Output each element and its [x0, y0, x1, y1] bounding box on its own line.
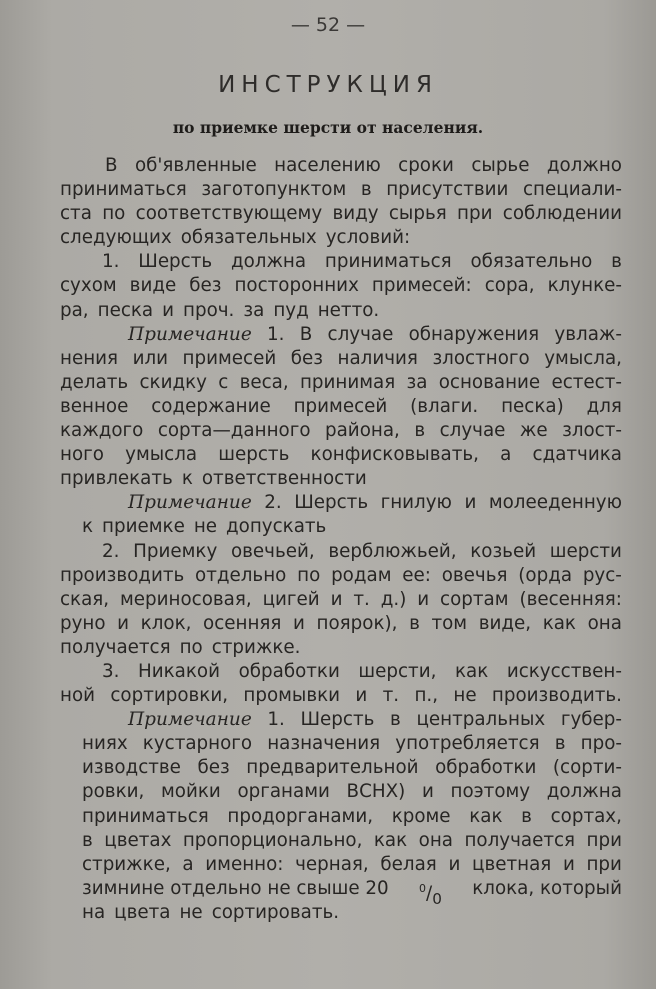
percent-sup: 0 [419, 881, 427, 895]
document-title: ИНСТРУКЦИЯ [218, 72, 438, 98]
percent-slash: / [426, 882, 433, 904]
word: привлекать [60, 468, 173, 490]
word: 2. [264, 492, 282, 514]
word: именно: [205, 853, 284, 875]
word: 3. [102, 660, 120, 682]
word: обнаружения [408, 323, 540, 345]
word: и [464, 492, 477, 514]
word: сортах, [550, 805, 622, 827]
word: и [355, 685, 368, 707]
word: 1. [267, 709, 285, 731]
word: соответствующему [135, 203, 323, 225]
word: верблюжьей, [328, 540, 457, 562]
word: с [218, 371, 229, 393]
word: делать [60, 371, 129, 393]
word: не [179, 901, 203, 923]
word: ская, [60, 588, 110, 610]
word: искусствен- [506, 660, 622, 682]
word: принимая [299, 371, 396, 393]
word: ВСНХ) [346, 781, 406, 803]
word: должно [546, 155, 622, 176]
word: сдатчика [532, 444, 622, 466]
word: цигей [262, 588, 320, 610]
word: п., [414, 685, 439, 707]
text-line [60, 829, 622, 853]
text-line [60, 853, 622, 877]
word: не [193, 516, 218, 538]
note-label: Примечание [128, 492, 252, 514]
word: в [414, 420, 426, 442]
text-line [60, 371, 622, 395]
word: Шерсть [300, 709, 375, 731]
word: и [162, 299, 175, 321]
word: козьей [470, 540, 537, 562]
word: специали- [523, 179, 622, 201]
word: В [299, 323, 313, 345]
word: на [82, 901, 106, 923]
word: же [519, 420, 548, 442]
text-line [60, 515, 622, 539]
text-fragment: зимнине отдельно не свыше 20 [82, 877, 389, 899]
text-line [60, 299, 622, 323]
word: по [297, 564, 321, 586]
word: черная, [295, 853, 369, 875]
word: руно [60, 612, 106, 634]
word: наличия [337, 347, 418, 369]
word: продорганами, [227, 805, 374, 827]
word: сортировки, [110, 685, 229, 707]
word: примесей: [371, 275, 472, 297]
word: промывки [243, 685, 341, 707]
word: обработки [435, 757, 537, 779]
word: В [105, 155, 118, 176]
text-line [60, 443, 622, 467]
word: соблюдении [502, 203, 622, 225]
word: не [453, 685, 477, 707]
text-line [60, 564, 622, 588]
word: ной [60, 685, 96, 707]
word: родам [331, 564, 392, 586]
word: без [197, 757, 230, 779]
word: виде [129, 275, 177, 297]
word: а [500, 444, 512, 466]
word: без [290, 347, 323, 369]
word: белая [380, 853, 437, 875]
word: в [360, 179, 372, 201]
word: злостного [432, 347, 530, 369]
word: по [102, 203, 126, 225]
word: кроме [391, 805, 451, 827]
word: шерсть [218, 444, 290, 466]
word: следующих [60, 227, 172, 249]
word: ровки, [82, 781, 145, 803]
document-body [60, 154, 622, 925]
text-line [60, 901, 622, 925]
word: шерсти, [358, 660, 437, 682]
word: увлаж- [554, 323, 622, 345]
word: производить [60, 564, 185, 586]
word: и [293, 612, 305, 634]
page-number: — 52 — [290, 14, 366, 36]
text-line [60, 660, 622, 684]
text-line [60, 250, 622, 274]
word: или [132, 347, 169, 369]
word: мериносовая, [120, 588, 252, 610]
word: посторонних [234, 275, 359, 297]
word: случае [327, 323, 394, 345]
text-line [60, 178, 622, 202]
percent-line [60, 877, 622, 908]
word: (орда [518, 564, 573, 586]
word: и [562, 853, 575, 875]
word: умысла, [544, 347, 622, 369]
word: при [586, 853, 622, 875]
word: том [431, 612, 468, 634]
word: центральных [416, 709, 546, 731]
word: по [179, 636, 203, 658]
word: должна [546, 781, 622, 803]
word: должна [230, 251, 307, 273]
word: в [554, 733, 566, 755]
word: условий: [325, 227, 411, 249]
word: молееденную [488, 492, 622, 514]
word: стрижке, [82, 853, 171, 875]
word: обязательно [470, 251, 593, 273]
text-line [60, 154, 622, 178]
text-line [60, 636, 622, 660]
word: 1. [267, 323, 285, 345]
word: сухом [60, 275, 117, 297]
word: содержание [151, 395, 271, 417]
word: (сорти- [552, 757, 622, 779]
word: приниматься [82, 805, 209, 827]
note-label: Примечание [128, 709, 252, 731]
word: песка [97, 299, 154, 321]
word: нения [60, 347, 119, 369]
word: случае [439, 420, 506, 442]
word: Шерсть [294, 492, 369, 514]
word: пропорционально, [182, 829, 363, 851]
word: конфисковывать, [310, 444, 479, 466]
text-fragment: клока, который [472, 877, 622, 899]
word: при [586, 829, 622, 851]
text-line [60, 419, 622, 443]
word: употребляется [395, 733, 540, 755]
word: Шерсть [138, 251, 213, 273]
word: Приемку [133, 540, 218, 562]
text-line [60, 612, 622, 636]
word: населению [274, 155, 381, 176]
word: губер- [560, 709, 622, 731]
word: умысла [125, 444, 198, 466]
word: гнилую [380, 492, 452, 514]
word: сырье [471, 155, 530, 176]
word: и [117, 612, 130, 634]
word: примесей [182, 347, 277, 369]
word: сортам [440, 588, 509, 610]
word: приемке [102, 516, 185, 538]
word: примесей [293, 395, 388, 417]
word: получается [464, 829, 576, 851]
word: к [82, 516, 94, 538]
word: виде, [478, 612, 532, 634]
word: присутствии [386, 179, 509, 201]
word: органами [237, 781, 330, 803]
word: как [469, 805, 503, 827]
note-label: Примечание [128, 323, 252, 345]
word: ра, [60, 299, 89, 321]
word: как [373, 829, 408, 851]
word: веса, [239, 371, 289, 393]
word: она [418, 829, 453, 851]
text-line [60, 588, 622, 612]
text-line [60, 732, 622, 756]
word: цвета [114, 901, 171, 923]
word: без [189, 275, 222, 297]
word: изводстве [82, 757, 181, 779]
word: (влаги. [410, 395, 479, 417]
word: допускать [226, 516, 327, 538]
word: естест- [551, 371, 622, 393]
word: за [406, 371, 428, 393]
note-line [60, 708, 622, 732]
word: при [457, 203, 493, 225]
word: производить. [491, 685, 622, 707]
word: в [82, 829, 93, 851]
word: приниматься [324, 251, 452, 273]
text-line [60, 202, 622, 226]
word: мойки [160, 781, 221, 803]
word: ответственности [201, 468, 367, 490]
word: клок, [140, 612, 192, 634]
word: цветная [472, 853, 552, 875]
word: к [181, 468, 193, 490]
text-line [60, 274, 622, 298]
percent-sub: 0 [432, 889, 442, 908]
word: виду [332, 203, 379, 225]
word: поярок), [316, 612, 398, 634]
text-line [60, 395, 622, 419]
word: песка) [501, 395, 564, 417]
word: т. [353, 588, 370, 610]
word: венное [60, 395, 129, 417]
word: осенняя [203, 612, 282, 634]
word: получается [60, 636, 171, 658]
word: как [542, 612, 576, 634]
word: д.) [380, 588, 407, 610]
note-line [60, 323, 622, 347]
note-line [60, 491, 622, 515]
text-line [60, 540, 622, 564]
word: нетто. [317, 299, 380, 321]
word: поэтому [450, 781, 531, 803]
word: в [390, 709, 401, 731]
word: для [586, 395, 622, 417]
text-line [60, 756, 622, 780]
word: пуд [273, 299, 309, 321]
word: и [448, 853, 461, 875]
word: сорта—данного [157, 420, 311, 442]
word: она [587, 612, 622, 634]
word: в [409, 612, 420, 634]
word: обработки [238, 660, 340, 682]
word: как [454, 660, 489, 682]
text-line [60, 805, 622, 829]
text-line [60, 780, 622, 804]
text-line [60, 347, 622, 371]
word: а [182, 853, 194, 875]
word: Никакой [138, 660, 220, 682]
word: приниматься [60, 179, 187, 201]
word: ее: [402, 564, 431, 586]
word: ста [60, 203, 92, 225]
word: (весенняя: [519, 588, 622, 610]
word: ниях [82, 733, 128, 755]
word: предварительной [246, 757, 419, 779]
word: и [417, 588, 430, 610]
word: отдельно [195, 564, 287, 586]
word: стрижке. [211, 636, 301, 658]
word: назначения [267, 733, 381, 755]
word: злост- [562, 420, 622, 442]
word: овечья [441, 564, 508, 586]
word: проч. [183, 299, 235, 321]
word: сора, [484, 275, 535, 297]
word: заготопунктом [201, 179, 347, 201]
word: 2. [102, 540, 120, 562]
text-line [60, 467, 622, 491]
word: сроки [398, 155, 454, 176]
word: и [421, 781, 434, 803]
word: цветах [104, 829, 172, 851]
word: в [521, 805, 532, 827]
word: в [611, 251, 622, 273]
document-subtitle: по приемке шерсти от населения. [172, 118, 484, 137]
word: и [330, 588, 343, 610]
word: про- [580, 733, 622, 755]
word: района, [325, 420, 400, 442]
word: ного [60, 444, 104, 466]
word: т. [382, 685, 400, 707]
word: каждого [60, 420, 144, 442]
word: сырья [388, 203, 447, 225]
text-line [60, 684, 622, 708]
percent-sign [419, 877, 442, 908]
text-line [60, 226, 622, 250]
word: овечьей, [230, 540, 315, 562]
word: об'явленные [134, 155, 257, 176]
word: 1. [102, 251, 120, 273]
word: клунке- [547, 275, 622, 297]
word: шерсти [549, 540, 622, 562]
word: кустарного [142, 733, 253, 755]
word: основание [438, 371, 541, 393]
word: обязательных [180, 227, 317, 249]
word: рус- [582, 564, 622, 586]
word: за [243, 299, 265, 321]
word: сортировать. [211, 901, 340, 923]
word: скидку [139, 371, 207, 393]
